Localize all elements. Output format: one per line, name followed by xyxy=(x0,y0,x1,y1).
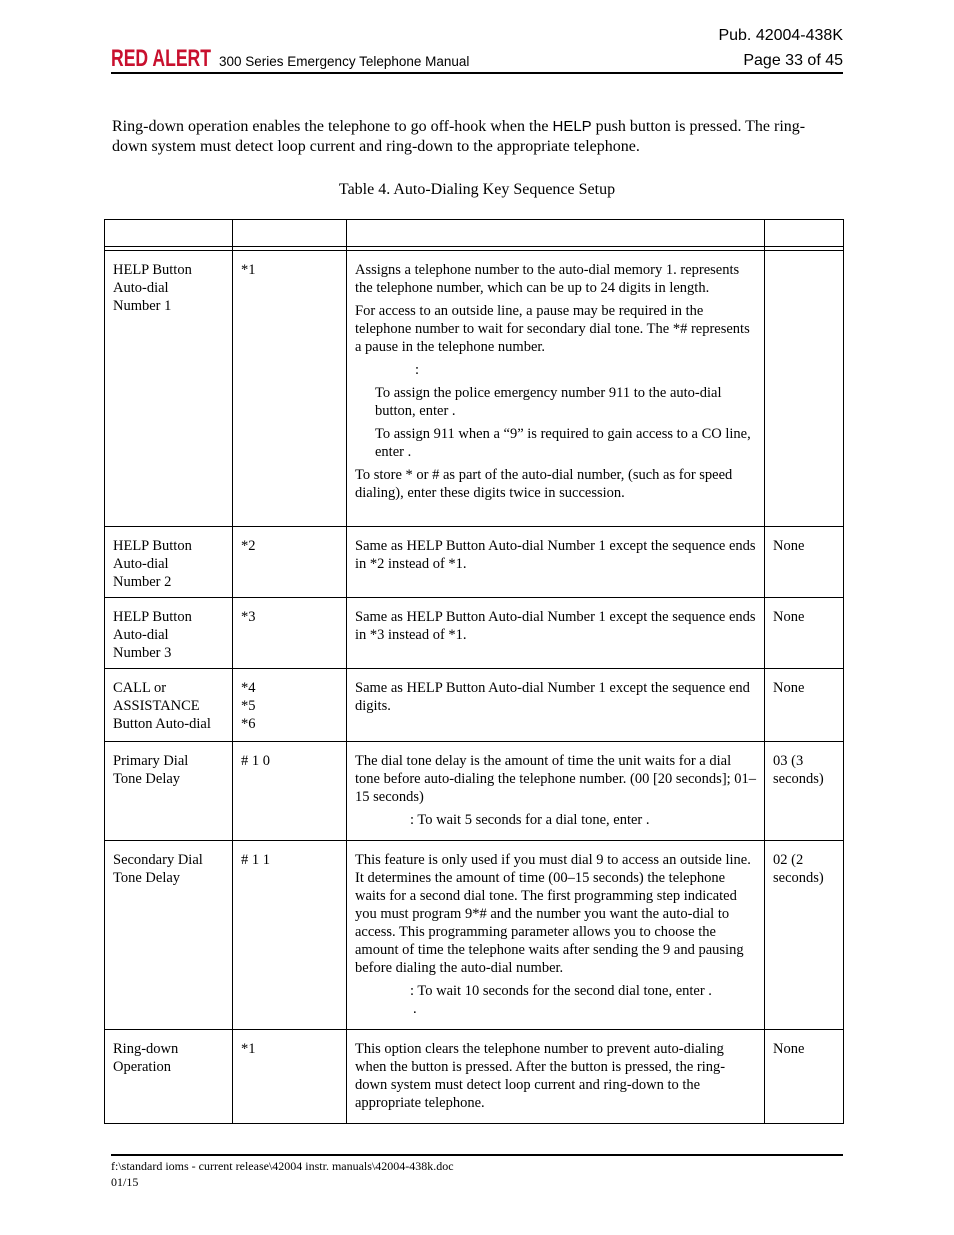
feature-cell: CALL or ASSISTANCE Button Auto-dial xyxy=(105,669,233,742)
document-date: 01/15 xyxy=(111,1175,139,1189)
table-row xyxy=(105,841,844,1030)
table-row xyxy=(105,598,844,669)
default-cell: 03 (3 seconds) xyxy=(765,742,844,841)
table-caption: Table 4. Auto-Dialing Key Sequence Setup xyxy=(338,181,616,198)
header-cell xyxy=(347,220,765,247)
description-cell: Same as HELP Button Auto-dial Number 1 except the sequence end digits. xyxy=(347,669,765,742)
page-footer xyxy=(111,1158,454,1190)
description-cell: This feature is only used if you must dial 9 to access an outside line. It determines the amount of time (00–15 seconds) the telephone waits for a second dial tone. The first programming step indicated you must program 9*# and the number you want the auto-dial to access. This programming parameter allows you to choose the amount of time the telephone waits after sending the 9 and pausing before dialing the auto-dial number. : To wait 10 seconds for the second dial tone, enter . . xyxy=(347,841,765,1030)
intro-paragraph: Ring-down operation enables the telephone to go off-hook when the HELP push button is pressed. The ring-down system must detect loop current and ring-down to the appropriate telephone. xyxy=(112,118,806,155)
default-cell: 02 (2 seconds) xyxy=(765,841,844,1030)
description-cell: Same as HELP Button Auto-dial Number 1 except the sequence ends in *3 instead of *1. xyxy=(347,598,765,669)
description-cell: Assigns a telephone number to the auto-dial memory 1. represents the telephone number, which can be up to 24 digits in length. For access to an outside line, a pause may be required in the telephone number to wait for secondary dial tone. The *# represents a pause in the telephone number. : To assign the police emergency number 911 to the auto-dial button, enter . To assign 911 when a “9” is required to gain access to a CO line, enter . To store * or # as part of the auto-dial number, (such as for speed dialing), enter these digits twice in succession. xyxy=(347,251,765,527)
header-cell xyxy=(105,220,233,247)
feature-cell: Secondary Dial Tone Delay xyxy=(105,841,233,1030)
logo-text: RED ALERT xyxy=(111,45,212,72)
feature-cell: Primary Dial Tone Delay xyxy=(105,742,233,841)
default-cell: None xyxy=(765,527,844,598)
table-row xyxy=(105,251,844,527)
table-row xyxy=(105,527,844,598)
feature-cell: HELP Button Auto-dial Number 1 xyxy=(105,251,233,527)
description-cell: The dial tone delay is the amount of time the unit waits for a dial tone before auto-dialing the telephone number. (00 [20 seconds]; 01–15 seconds) : To wait 5 seconds for a dial tone, enter . xyxy=(347,742,765,841)
description-cell: This option clears the telephone number to prevent auto-dialing when the button is pressed. After the button is pressed, the ring-down system must detect loop current and ring-down to the appropriate telephone. xyxy=(347,1030,765,1124)
page-header xyxy=(111,24,843,74)
code-cell: *3 xyxy=(233,598,347,669)
table-row xyxy=(105,742,844,841)
default-cell: None xyxy=(765,669,844,742)
table-row xyxy=(105,1030,844,1124)
header-rule xyxy=(111,72,843,74)
document-path: f:\standard ioms - current release\42004 instr. manuals\42004-438k.doc xyxy=(111,1159,454,1173)
footer-rule xyxy=(111,1154,843,1156)
default-cell: None xyxy=(765,598,844,669)
feature-cell: HELP Button Auto-dial Number 2 xyxy=(105,527,233,598)
code-cell: # 1 1 xyxy=(233,841,347,1030)
code-cell: *4 *5 *6 xyxy=(233,669,347,742)
publication-number: Pub. 42004-438K xyxy=(718,27,843,44)
feature-cell: HELP Button Auto-dial Number 3 xyxy=(105,598,233,669)
code-cell: # 1 0 xyxy=(233,742,347,841)
header-cell xyxy=(765,220,844,247)
code-cell: *1 xyxy=(233,251,347,527)
feature-cell: Ring-down Operation xyxy=(105,1030,233,1124)
default-cell xyxy=(765,251,844,527)
table-header-row xyxy=(105,220,844,247)
page-number: Page 33 of 45 xyxy=(743,52,843,69)
red-alert-logo xyxy=(111,44,213,70)
default-cell: None xyxy=(765,1030,844,1124)
description-cell: Same as HELP Button Auto-dial Number 1 except the sequence ends in *2 instead of *1. xyxy=(347,527,765,598)
manual-title: 300 Series Emergency Telephone Manual xyxy=(219,54,470,69)
auto-dial-setup-table xyxy=(104,219,844,1124)
code-cell: *2 xyxy=(233,527,347,598)
table-row xyxy=(105,669,844,742)
header-cell xyxy=(233,220,347,247)
code-cell: *1 xyxy=(233,1030,347,1124)
